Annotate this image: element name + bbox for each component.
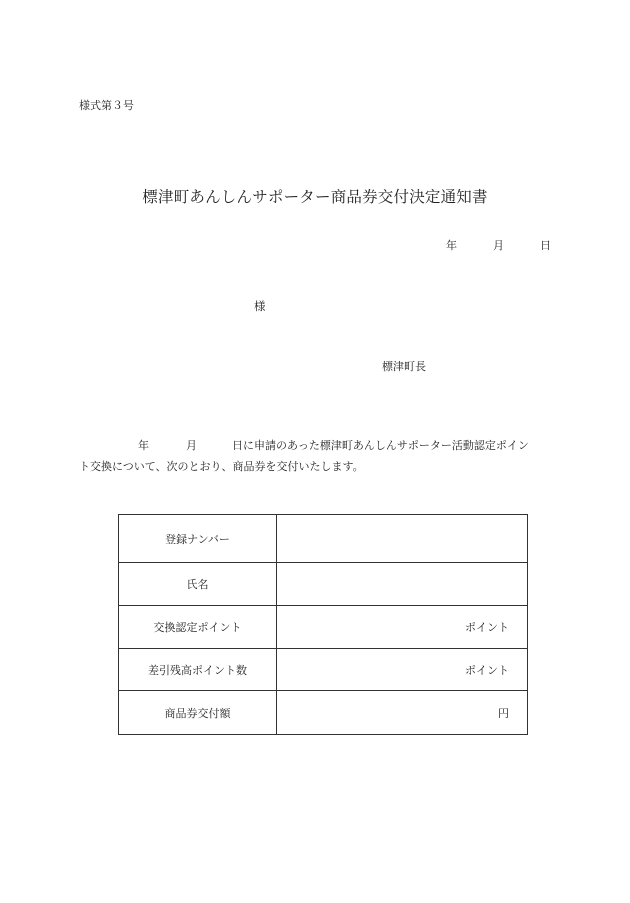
row-label-exchange-points: 交換認定ポイント [119, 606, 277, 649]
row-label-remaining-points: 差引残高ポイント数 [119, 649, 277, 691]
form-number: 様式第３号 [79, 99, 134, 112]
table-row [119, 563, 528, 606]
row-value-registration-number [277, 515, 528, 563]
document-title: 標津町あんしんサポーター商品券交付決定通知書 [142, 188, 488, 206]
body-text-line2: ト交換について、次のとおり、商品券を交付いたします。 [79, 460, 364, 473]
row-label-registration-number: 登録ナンバー [119, 515, 277, 563]
table-row [119, 606, 528, 649]
addressee-suffix: 様 [254, 299, 266, 313]
table-row [119, 691, 528, 735]
row-value-exchange-points: ポイント [277, 606, 528, 649]
body-month-label: 月 [186, 439, 197, 452]
table-row [119, 649, 528, 691]
table-row [119, 515, 528, 563]
row-value-voucher-amount: 円 [277, 691, 528, 735]
date-year-label: 年 [446, 239, 457, 252]
info-table [118, 514, 528, 735]
date-day-label: 日 [540, 239, 551, 252]
row-label-name: 氏名 [119, 563, 277, 606]
body-text-line1: 日に申請のあった標津町あんしんサポーター活動認定ポイン [232, 439, 529, 452]
issuer-name: 標津町長 [382, 360, 426, 373]
row-label-voucher-amount: 商品券交付額 [119, 691, 277, 735]
date-month-label: 月 [493, 239, 504, 252]
row-value-name [277, 563, 528, 606]
body-year-label: 年 [138, 439, 149, 452]
row-value-remaining-points: ポイント [277, 649, 528, 691]
